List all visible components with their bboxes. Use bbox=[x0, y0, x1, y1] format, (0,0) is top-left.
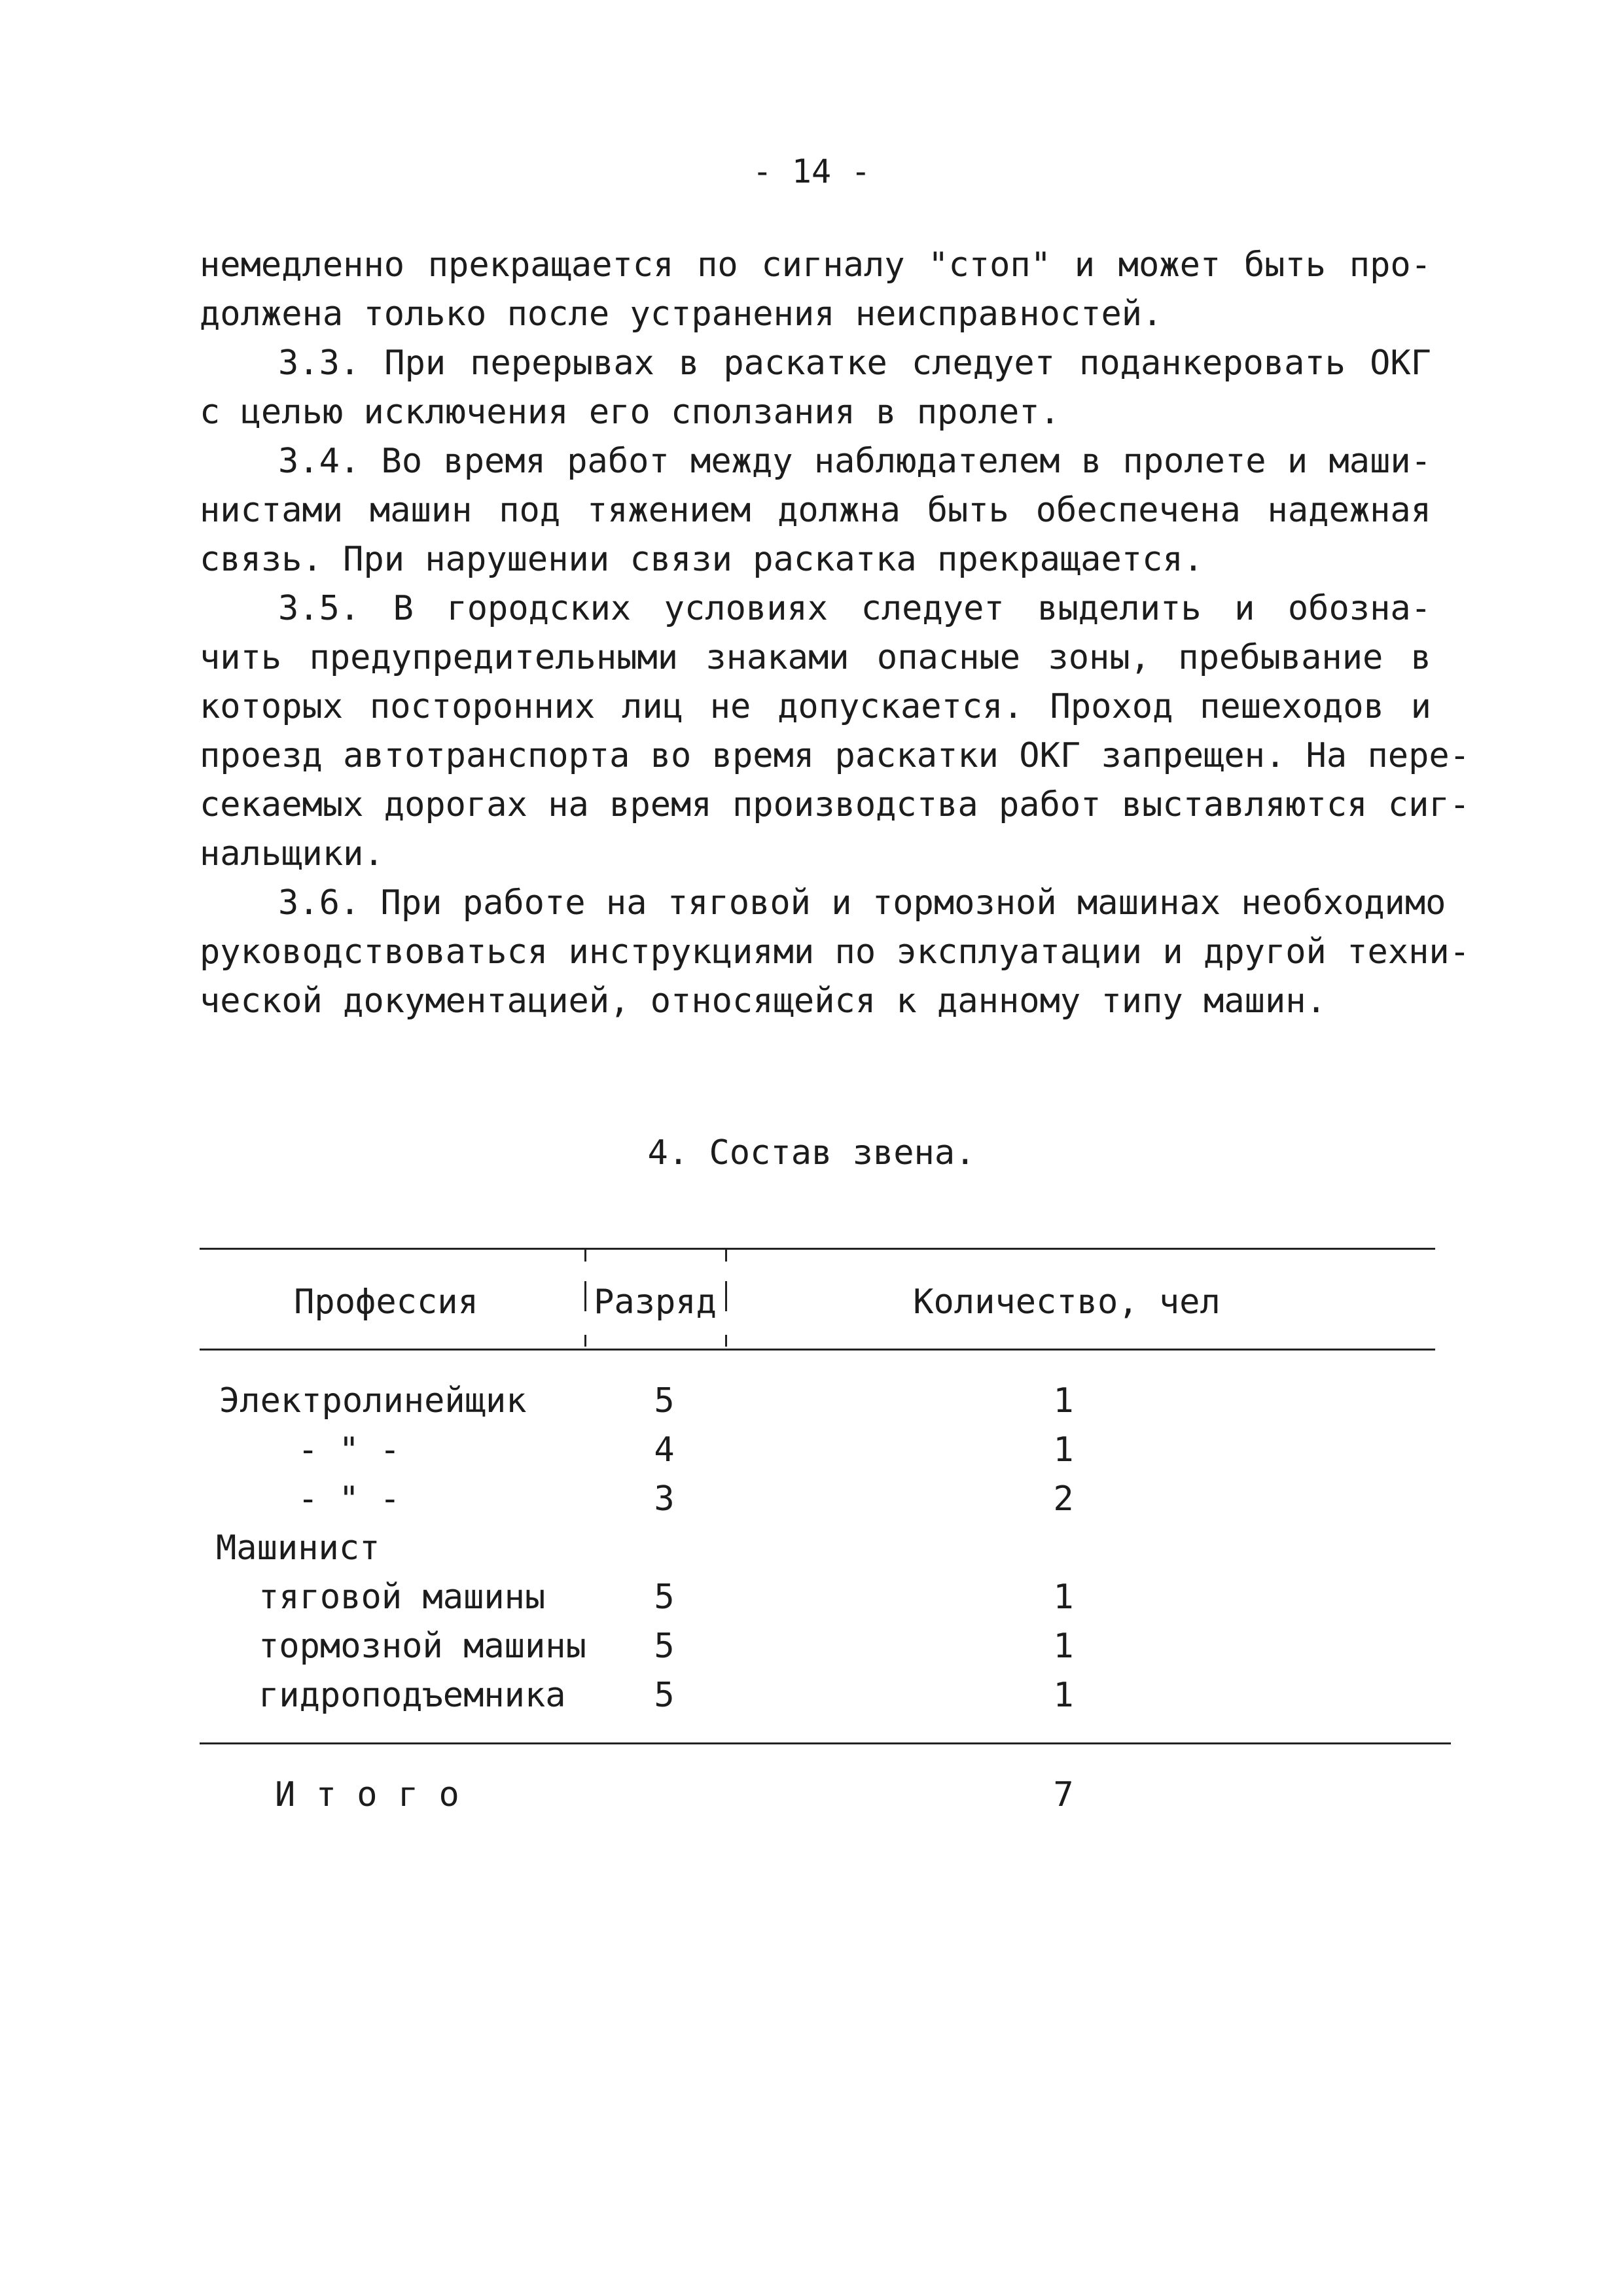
table-bottom-rule bbox=[200, 1742, 1451, 1744]
paragraph-line bbox=[200, 241, 1431, 290]
paragraph-line bbox=[200, 486, 1431, 535]
paragraph-line bbox=[200, 633, 1431, 682]
column-divider-tick bbox=[584, 1250, 586, 1262]
line-text: немедленно прекращается по сигналу "стоп" и может быть про- bbox=[200, 245, 1431, 285]
paragraph-line bbox=[200, 437, 1431, 486]
row-count: 1 bbox=[1053, 1578, 1074, 1617]
section-title: 4. Состав звена. bbox=[647, 1133, 976, 1173]
row-count: 1 bbox=[1053, 1381, 1074, 1421]
column-divider-tick bbox=[725, 1335, 727, 1347]
row-count: 2 bbox=[1053, 1479, 1074, 1519]
row-profession: тормозной машины bbox=[259, 1627, 586, 1666]
line-text: нальщики. bbox=[200, 834, 384, 874]
paragraph-line bbox=[200, 339, 1431, 388]
row-count: 1 bbox=[1053, 1627, 1074, 1666]
row-grade: 5 bbox=[654, 1381, 675, 1421]
row-grade: 3 bbox=[654, 1479, 675, 1519]
line-text: 3.6. При работе на тяговой и тормозной машинах необходимо bbox=[278, 883, 1446, 923]
row-grade: 4 bbox=[654, 1430, 675, 1470]
paragraph-line bbox=[200, 732, 1471, 781]
row-grade: 5 bbox=[654, 1578, 675, 1617]
column-divider-tick bbox=[725, 1281, 727, 1311]
column-divider-tick bbox=[725, 1250, 727, 1262]
row-profession: Электролинейщик bbox=[219, 1381, 527, 1421]
row-grade: 5 bbox=[654, 1627, 675, 1666]
paragraph-line bbox=[200, 535, 1431, 584]
paragraph-line bbox=[200, 781, 1471, 830]
page-number: - 14 - bbox=[752, 152, 871, 190]
row-count: 1 bbox=[1053, 1676, 1074, 1715]
line-text: связь. При нарушении связи раскатка прекращается. bbox=[200, 540, 1204, 579]
row-profession: - " - bbox=[298, 1430, 401, 1470]
header-profession: Профессия bbox=[294, 1282, 478, 1322]
total-count: 7 bbox=[1053, 1775, 1074, 1814]
line-text: нистами машин под тяжением должна быть обеспечена надежная bbox=[200, 491, 1431, 530]
header-count: Количество, чел bbox=[913, 1282, 1221, 1322]
paragraph-line bbox=[200, 388, 1431, 437]
row-grade: 5 bbox=[654, 1676, 675, 1715]
row-count: 1 bbox=[1053, 1430, 1074, 1470]
paragraph-line bbox=[200, 879, 1446, 928]
line-text: проезд автотранспорта во время раскатки ОКГ запрещен. На пере- bbox=[200, 736, 1471, 775]
line-text: должена только после устранения неисправностей. bbox=[200, 294, 1163, 334]
row-profession: гидроподъемника bbox=[259, 1676, 566, 1715]
total-label: И т о г о bbox=[275, 1775, 459, 1814]
paragraph-line bbox=[200, 977, 1431, 1026]
line-text: руководствоваться инструкциями по эксплуатации и другой техни- bbox=[200, 932, 1471, 972]
line-text: 3.5. В городских условиях следует выделить и обозна- bbox=[278, 589, 1431, 628]
line-text: с целью исключения его сползания в пролет. bbox=[200, 393, 1060, 432]
table-header-rule bbox=[200, 1349, 1435, 1351]
line-text: чить предупредительными знаками опасные зоны, пребывание в bbox=[200, 638, 1431, 677]
line-text: ческой документацией, относящейся к данному типу машин. bbox=[200, 981, 1327, 1021]
paragraph-line bbox=[200, 682, 1431, 732]
paragraph-line bbox=[200, 830, 1431, 879]
line-text: которых посторонних лиц не допускается. Проход пешеходов и bbox=[200, 687, 1431, 726]
header-grade: Разряд bbox=[594, 1282, 717, 1322]
table-top-rule bbox=[200, 1248, 1435, 1250]
row-profession: Машинист bbox=[216, 1528, 380, 1568]
row-profession: тяговой машины bbox=[259, 1578, 546, 1617]
paragraph-line bbox=[200, 290, 1431, 339]
section-3-text bbox=[200, 241, 1471, 1026]
line-text: 3.3. При перерывах в раскатке следует поданкеровать ОКГ bbox=[278, 344, 1431, 383]
line-text: секаемых дорогах на время производства работ выставляются сиг- bbox=[200, 785, 1471, 824]
paragraph-line bbox=[200, 584, 1431, 633]
paragraph-line bbox=[200, 928, 1471, 977]
row-profession: - " - bbox=[298, 1479, 401, 1519]
line-text: 3.4. Во время работ между наблюдателем в пролете и маши- bbox=[278, 442, 1431, 481]
column-divider-tick bbox=[584, 1335, 586, 1347]
